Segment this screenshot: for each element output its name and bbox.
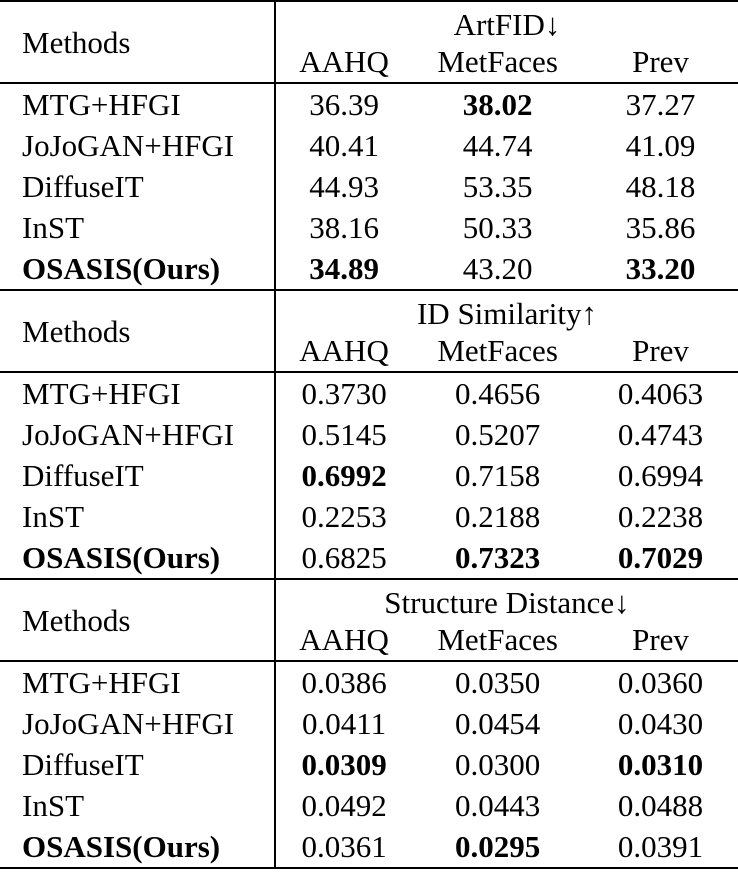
value-cell: 0.6992: [301, 458, 387, 493]
value-cell: 0.0361: [275, 826, 412, 868]
value-cell: 0.0411: [302, 706, 387, 741]
value-cell: 0.0309: [301, 747, 387, 782]
table-row: [0, 496, 738, 537]
value-cell: 44.74: [462, 128, 533, 163]
table-row: [0, 661, 738, 703]
method-name: OSASIS(Ours): [0, 248, 275, 290]
section-header-row: [0, 290, 738, 329]
value-cell: 0.2253: [301, 499, 387, 534]
value-cell: 44.93: [309, 169, 379, 204]
methods-header: Methods: [0, 290, 275, 372]
column-header-aahq: AAHQ: [299, 621, 389, 657]
value-cell: 0.0391: [583, 826, 738, 868]
value-cell: 35.86: [625, 210, 696, 245]
metric-title: ID Similarity↑: [275, 290, 738, 329]
value-cell: 37.27: [583, 83, 738, 125]
method-name: DiffuseIT: [0, 166, 275, 207]
section-header-row: [0, 579, 738, 618]
value-cell: 0.0310: [617, 747, 704, 782]
value-cell: 0.4063: [583, 372, 738, 414]
method-name: MTG+HFGI: [0, 83, 275, 125]
method-name: InST: [0, 496, 275, 537]
value-cell: 0.0488: [617, 788, 704, 823]
value-cell: 40.41: [309, 128, 379, 163]
value-cell: 0.0430: [617, 706, 704, 741]
method-name: JoJoGAN+HFGI: [0, 125, 275, 166]
table-row: [0, 455, 738, 496]
table-row: [0, 125, 738, 166]
value-cell: 38.02: [412, 83, 583, 125]
value-cell: 50.33: [462, 210, 533, 245]
value-cell: 0.0454: [455, 706, 541, 741]
value-cell: 0.0386: [275, 661, 412, 703]
methods-header: Methods: [0, 579, 275, 661]
value-cell: 33.20: [625, 251, 696, 286]
value-cell: 0.4656: [412, 372, 583, 414]
value-cell: 0.6994: [617, 458, 704, 493]
column-header-metfaces: MetFaces: [437, 332, 558, 368]
table-row: [0, 785, 738, 826]
column-header-aahq: AAHQ: [299, 332, 389, 368]
value-cell: 0.2238: [617, 499, 704, 534]
value-cell: 0.0295: [412, 826, 583, 868]
section-header-row: [0, 1, 738, 40]
value-cell: 0.5145: [301, 417, 387, 452]
value-cell: 48.18: [625, 169, 696, 204]
value-cell: 0.7029: [617, 540, 704, 575]
method-name: InST: [0, 207, 275, 248]
value-cell: 0.0492: [301, 788, 387, 823]
table-row: [0, 248, 738, 290]
table-row: [0, 414, 738, 455]
value-cell: 0.6825: [301, 540, 387, 575]
value-cell: 0.4743: [617, 417, 704, 452]
metric-title: ArtFID↓: [275, 1, 738, 40]
value-cell: 34.89: [309, 251, 379, 286]
method-name: MTG+HFGI: [0, 372, 275, 414]
table-row: [0, 207, 738, 248]
value-cell: 0.0300: [455, 747, 541, 782]
method-name: JoJoGAN+HFGI: [0, 703, 275, 744]
column-header-prev: Prev: [632, 621, 689, 657]
methods-header: Methods: [0, 1, 275, 83]
method-name: InST: [0, 785, 275, 826]
column-header-metfaces: MetFaces: [437, 621, 558, 657]
table-row: [0, 83, 738, 125]
column-header-metfaces: MetFaces: [437, 43, 558, 79]
column-header-aahq: AAHQ: [299, 43, 389, 79]
value-cell: 53.35: [462, 169, 533, 204]
value-cell: 0.0360: [583, 661, 738, 703]
table-row: [0, 744, 738, 785]
table-row: [0, 703, 738, 744]
metric-title: Structure Distance↓: [275, 579, 738, 618]
value-cell: 0.7323: [455, 540, 541, 575]
value-cell: 38.16: [309, 210, 379, 245]
value-cell: 0.0350: [412, 661, 583, 703]
method-name: OSASIS(Ours): [0, 537, 275, 579]
value-cell: 0.0443: [455, 788, 541, 823]
table-row: [0, 372, 738, 414]
value-cell: 41.09: [625, 128, 696, 163]
method-name: JoJoGAN+HFGI: [0, 414, 275, 455]
value-cell: 0.2188: [455, 499, 541, 534]
value-cell: 0.5207: [455, 417, 541, 452]
method-name: OSASIS(Ours): [0, 826, 275, 868]
value-cell: 0.3730: [275, 372, 412, 414]
table-row: [0, 826, 738, 868]
value-cell: 0.7158: [455, 458, 541, 493]
method-name: DiffuseIT: [0, 744, 275, 785]
value-cell: 36.39: [275, 83, 412, 125]
method-name: DiffuseIT: [0, 455, 275, 496]
table-row: [0, 537, 738, 579]
table-row: [0, 166, 738, 207]
column-header-prev: Prev: [632, 332, 689, 368]
value-cell: 43.20: [462, 251, 533, 286]
column-header-prev: Prev: [632, 43, 689, 79]
method-name: MTG+HFGI: [0, 661, 275, 703]
